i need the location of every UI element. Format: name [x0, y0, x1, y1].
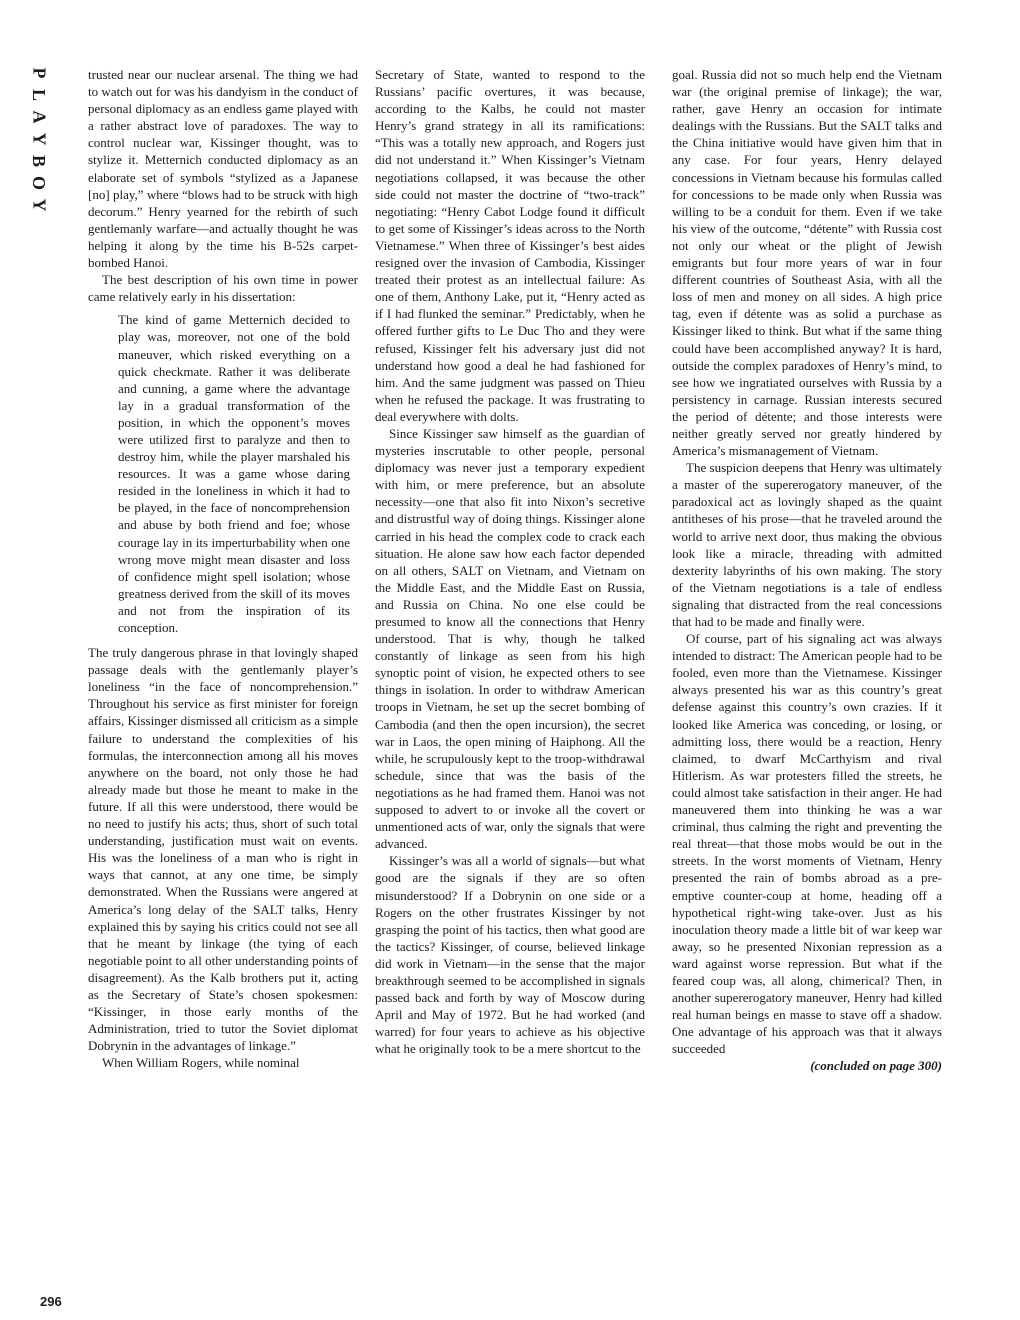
- text-column-2: [375, 66, 645, 1057]
- text-column-1: [88, 66, 358, 1071]
- continuation-note: (concluded on page 300): [810, 1058, 942, 1074]
- paragraph: Of course, part of his signaling act was always intended to distract: The American people had to be fooled, even more than the Vietnamese. Kissinger always presented his war as this country’s great defense against this country’s own crazies. If it looked like America was conceding, or losing, or admitting loss, there would be a reaction, Henry claimed, to dwarf McCarthyism and rival Hitlerism. As war protesters filled the streets, he could almost take satisfaction in their anger. He had maneuvered them into thinking he was a war criminal, thus calming the right and preventing the real threat—that those mobs would be out in the streets. In the worst moments of Vietnam, Henry presented the rain of bombs abroad as a pre-emptive counter-coup at home, heading off a hypothetical right-wing take-over. Just as his inoculation theory made a little bit of war keep war away, so he presented Nixonian repression as a ward against worse repression. But what if the feared coup was, all along, chimerical? Then, in another supererogatory maneuver, Henry had killed real human beings en masse to stave off a shadow. One advantage of his approach was that it always succeeded: [672, 631, 942, 1057]
- masthead-letter: Y: [29, 198, 49, 212]
- paragraph: The truly dangerous phrase in that lovingly shaped passage deals with the gentlemanly player’s loneliness “in the face of noncomprehension.” Throughout his service as first minister for foreign affairs, Kissinger dismissed all criticism as a simple failure to understand the complexities of his formulas, the interconnection among all his moves anywhere on the board, not only those he had already made but those he meant to make in the future. If all this were understood, there would be no need to justify his acts; thus, short of such total understanding, justification must wait on events. His was the loneliness of a man who is right in ways that cannot, at any one time, be simply demonstrated. When the Russians were angered at America’s long delay of the SALT talks, Henry explained this by saying his critics could not see all that he meant by linkage (the tying of each negotiable point to all other understanding points of disagreement). As the Kalb brothers put it, acting as the Secretary of State’s chosen spokesmen: “Kissinger, in those early months of the Administration, tried to tutor the Soviet diplomat Dobrynin in the advantages of linkage.”: [88, 645, 358, 1054]
- paragraph: The best description of his own time in power came relatively early in his dissertation:: [88, 272, 358, 305]
- masthead-letter: Y: [29, 132, 49, 146]
- masthead-letter: B: [28, 154, 49, 168]
- masthead-letter: O: [28, 175, 49, 191]
- masthead-letter: A: [29, 110, 49, 124]
- paragraph: goal. Russia did not so much help end the Vietnam war (the original premise of linkage); the war, rather, gave Henry an occasion for intimate dealings with the Russians. But the SALT talks and the China initiative would have given him that in any case. For four years, Henry delayed concessions in Vietnam because his formulas called for concessions to be made only when Russia was willing to be a conduit for them. Even if we take his view of the outcome, “détente” with Russia cost not only our wheat or the plight of Jewish emigrants but four more years of war in four different countries of Southeast Asia, with all the loss of men and money on all sides. A high price tag, even if détente was as solid a purchase as Kissinger liked to think. But what if the same thing could have been accomplished anyway? It is hard, outside the complex paradoxes of Henry’s mind, to see how we ingratiated ourselves with Russia by a persistency in carnage. Russian interests secured the period of détente; and those interests were neither greatly served nor greatly hindered by America’s mismanagement of Vietnam.: [672, 67, 942, 459]
- paragraph: The suspicion deepens that Henry was ultimately a master of the supererogatory maneuver, of the paradoxical act as lovingly shaped as the quaint antitheses of his prose—that he traveled around the world to arrive next door, thus making the obvious look like a miracle, threading with admitted dexterity labyrinths of his own making. The story of the Vietnam negotiations is a tale of endless signaling that distracted from the real concessions that had to be made and finally were.: [672, 460, 942, 629]
- paragraph: trusted near our nuclear arsenal. The thing we had to watch out for was his dandyism in the conduct of personal diplomacy as an endless game played with a rather abstract love of paradoxes. The way to control nuclear war, Kissinger thought, was to stylize it. Metternich conducted diplomacy as an elaborate set of symbols “stylized as a Japanese [no] play,” where “blows had to be struck with high decorum.” Henry yearned for the rebirth of such gentlemanly warfare—and actually thought he was helping it along by the time his B-52s carpet-bombed Hanoi.: [88, 67, 358, 271]
- magazine-masthead-vertical: [26, 62, 52, 216]
- masthead-letter: L: [28, 88, 49, 102]
- masthead-letter: P: [29, 67, 49, 79]
- paragraph: Since Kissinger saw himself as the guardian of mysteries inscrutable to other people, personal diplomacy was never just a temporary expedient with him, or mere preference, but an absolute necessity—one that also fit into Nixon’s secretive and distrustful way of doing things. Kissinger alone carried in his head the complex code to crack each situation. He alone saw how each factor depended on all others, SALT on Vietnam, and Vietnam on the Middle East, and the Middle East on Russia, and Russia on China. No one else could be presumed to know all the connections that Henry understood. That is why, though he talked constantly of linkage as seen from his high synoptic point of vision, he expected others to see things in isolation. In order to withdraw American troops in Vietnam, he set up the secret bombing of Cambodia (and then the open incursion), the secret war in Laos, the open mining of Haiphong. All the while, he scrupulously kept to the troop-withdrawal schedule, since that was the basis of the negotiations as he had framed them. Hanoi was not supposed to advert to or invoke all the covert or unmentioned acts of war, only the signals that were advanced.: [375, 425, 645, 852]
- paragraph: When William Rogers, while nominal: [102, 1055, 300, 1071]
- page-number: 296: [40, 1294, 62, 1309]
- paragraph: Kissinger’s was all a world of signals—but what good are the signals if they are so often misunderstood? If a Dobrynin on one side or a Rogers on the other frustrates Kissinger by not grasping the point of his tactics, then what good are the tactics? Kissinger, of course, believed linkage did work in Vietnam—in the sense that the major breakthrough seemed to be accomplished in signals passed back and forth by way of Moscow during April and May of 1972. But he had worked (and warred) for four years to achieve as his objective what he originally took to be a mere shortcut to the: [375, 853, 645, 1057]
- paragraph: Secretary of State, wanted to respond to the Russians’ pacific overtures, it was because, according to the Kalbs, he could not master Henry’s grand strategy in all its ramifications: “This was a totally new approach, and Rogers just did not understand it.” When Kissinger’s Vietnam negotiations collapsed, it was because the other side could not master the doctrine of “two-track” negotiating: “Henry Cabot Lodge found it difficult to get some of Kissinger’s ideas across to the North Vietnamese.” When three of Kissinger’s best aides resigned over the invasion of Cambodia, Kissinger treated their protest as an intellectual failure: As one of them, Anthony Lake, put it, “Henry acted as if I had flunked the seminar.” Predictably, when he offered further gifts to Le Duc Tho and they were refused, Kissinger felt his adversary just did not understand how good a deal he had fashioned for him. And the same judgment was passed on Thieu when he refused the package. It was frustrating to deal everywhere with dolts.: [375, 67, 645, 424]
- block-quote: The kind of game Metternich decided to play was, moreover, not one of the bold maneuver, which risked everything on a quick checkmate. Rather it was deliberate and cunning, a game where the advantage lay in a gradual transformation of the position, in which the opponent’s moves were utilized first to paralyze and then to destroy him, while the player marshaled his resources. It was a game whose daring resided in the loneliness in which it had to be played, in the face of noncomprehension and abuse by both friend and foe; whose courage lay in its imperturbability when one wrong move might mean disaster and loss of confidence might spell isolation; whose greatness derived from the skill of its moves and not from the inspiration of its conception.: [118, 312, 350, 635]
- text-column-3: [672, 66, 942, 1075]
